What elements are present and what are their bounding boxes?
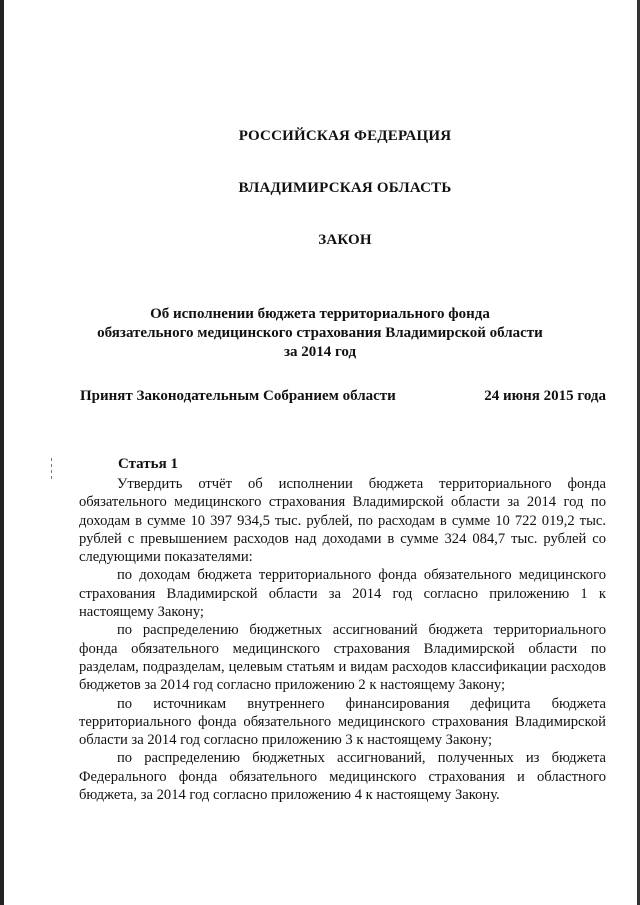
law-title — [20, 305, 620, 362]
article-paragraph: по доходам бюджета территориального фонда обязательного медицинского страхования Владимирской области за 2014 год согласно приложению 1 к настоящему Закону; — [79, 567, 606, 621]
article-paragraph: по источникам внутреннего финансирования дефицита бюджета территориального фонда обязательного медицинского страхования Владимирской области за 2014 год согласно приложению 3 к настоящему Закону; — [79, 695, 606, 749]
doc-type-heading: ЗАКОН — [318, 232, 372, 248]
article-body — [79, 475, 606, 804]
scan-edge-left — [0, 0, 4, 905]
law-title-line: за 2014 год — [283, 344, 357, 360]
article-paragraph: по распределению бюджетных ассигнований бюджета территориального фонда обязательного медицинского страхования Владимирской области по разделам, подразделам, целевым статьям и видам расходов классификации расходов бюджетов за 2014 год согласно приложению 2 к настоящему Закону; — [79, 622, 606, 694]
scan-margin-mark — [48, 458, 54, 488]
adopted-by: Принят Законодательным Собранием области — [80, 388, 396, 404]
country-heading: РОССИЙСКАЯ ФЕДЕРАЦИЯ — [238, 128, 452, 144]
article-paragraph: по распределению бюджетных ассигнований, полученных из бюджета Федерального фонда обязательного медицинского страхования и областного бюджета, за 2014 год согласно приложению 4 к настоящему Закону. — [79, 750, 606, 804]
law-title-line: обязательного медицинского страхования Владимирской области — [97, 325, 543, 341]
article-paragraph: Утвердить отчёт об исполнении бюджета территориального фонда обязательного медицинского страхования Владимирской области за 2014 год по доходам в сумме 10 397 934,5 тыс. рублей, по расходам в сумме 10 722 019,2 тыс. рублей с превышением расходов над доходами в сумме 324 084,7 тыс. рублей со следующими показателями: — [79, 476, 606, 566]
adoption-date: 24 июня 2015 года — [484, 388, 606, 404]
region-heading: ВЛАДИМИРСКАЯ ОБЛАСТЬ — [238, 180, 452, 196]
article-title: Статья 1 — [118, 456, 178, 472]
law-title-line: Об исполнении бюджета территориального фонда — [150, 306, 490, 322]
